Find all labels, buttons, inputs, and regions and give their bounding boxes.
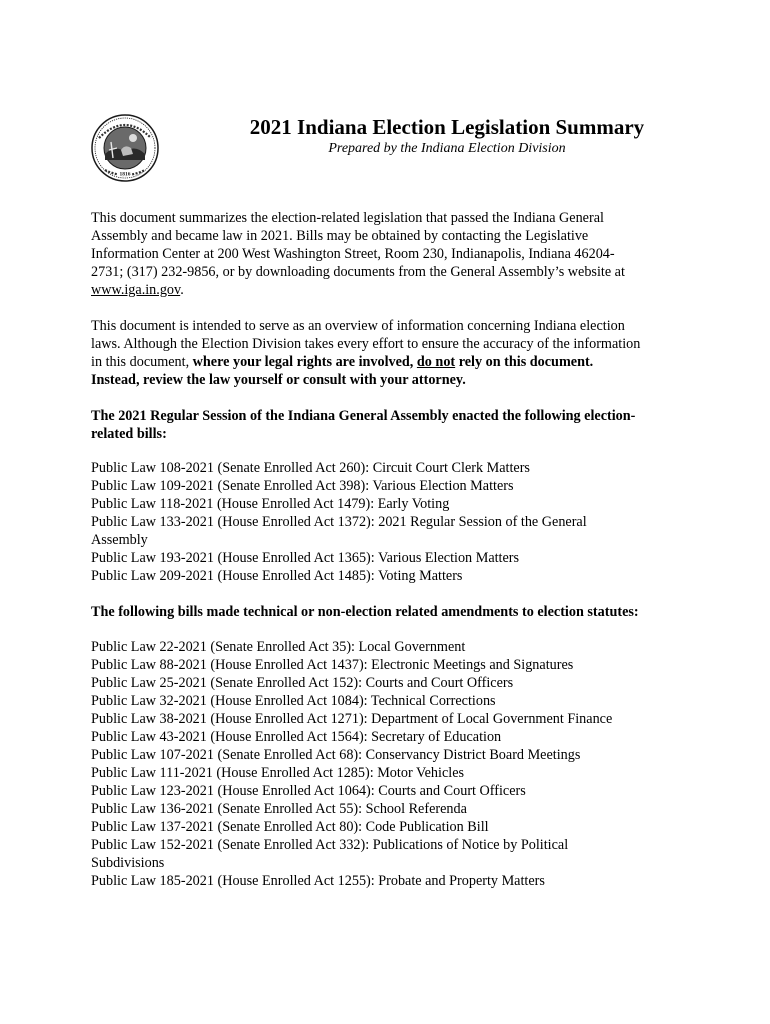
list-item: Public Law 88-2021 (House Enrolled Act 1437): Electronic Meetings and Signatures bbox=[91, 657, 574, 673]
heading-line: The following bills made technical or non-election related amendments to election statutes: bbox=[91, 604, 639, 620]
list-item: Public Law 193-2021 (House Enrolled Act 1365): Various Election Matters bbox=[91, 550, 520, 566]
disclaimer-underlined-text: do not bbox=[416, 354, 456, 370]
list-item: Public Law 109-2021 (Senate Enrolled Act 398): Various Election Matters bbox=[91, 478, 514, 494]
intro-line: 2731; (317) 232-9856, or by downloading documents from the General Assembly’s website at bbox=[91, 264, 625, 280]
website-link[interactable]: www.iga.in.gov bbox=[91, 282, 181, 298]
list-item: Public Law 108-2021 (Senate Enrolled Act 260): Circuit Court Clerk Matters bbox=[91, 460, 530, 476]
list-item: Public Law 185-2021 (House Enrolled Act 1255): Probate and Property Matters bbox=[91, 873, 545, 889]
list-item: Public Law 22-2021 (Senate Enrolled Act 35): Local Government bbox=[91, 639, 466, 655]
technical-bills-heading bbox=[91, 603, 691, 621]
list-item: Subdivisions bbox=[91, 855, 165, 871]
intro-line bbox=[91, 281, 691, 299]
list-item: Public Law 133-2021 (House Enrolled Act 1372): 2021 Regular Session of the General bbox=[91, 514, 587, 530]
technical-bills-list bbox=[91, 638, 691, 890]
svg-text:1816: 1816 bbox=[119, 171, 131, 178]
document-title: 2021 Indiana Election Legislation Summary bbox=[249, 115, 645, 139]
intro-paragraph bbox=[91, 209, 691, 299]
intro-line: Assembly and became law in 2021. Bills may be obtained by contacting the Legislative bbox=[91, 228, 589, 244]
list-item: Public Law 43-2021 (House Enrolled Act 1564): Secretary of Education bbox=[91, 729, 502, 745]
enacted-bills-heading bbox=[91, 407, 691, 443]
list-item: Public Law 152-2021 (Senate Enrolled Act 332): Publications of Notice by Political bbox=[91, 837, 569, 853]
list-item: Public Law 136-2021 (Senate Enrolled Act 55): School Referenda bbox=[91, 801, 467, 817]
disclaimer-text: in this document, bbox=[91, 354, 193, 370]
list-item: Public Law 118-2021 (House Enrolled Act 1479): Early Voting bbox=[91, 496, 450, 512]
heading-line: The 2021 Regular Session of the Indiana General Assembly enacted the following election- bbox=[91, 408, 636, 424]
enacted-bills-list bbox=[91, 459, 691, 585]
list-item: Public Law 111-2021 (House Enrolled Act 1285): Motor Vehicles bbox=[91, 765, 465, 781]
disclaimer-paragraph bbox=[91, 317, 691, 389]
list-item: Public Law 32-2021 (House Enrolled Act 1084): Technical Corrections bbox=[91, 693, 496, 709]
list-item: Public Law 107-2021 (Senate Enrolled Act 68): Conservancy District Board Meetings bbox=[91, 747, 581, 763]
disclaimer-bold-text: rely on this document. bbox=[455, 354, 594, 370]
list-item: Public Law 25-2021 (Senate Enrolled Act 152): Courts and Court Officers bbox=[91, 675, 514, 691]
list-item: Public Law 137-2021 (Senate Enrolled Act 80): Code Publication Bill bbox=[91, 819, 489, 835]
list-item: Public Law 123-2021 (House Enrolled Act 1064): Courts and Court Officers bbox=[91, 783, 526, 799]
disclaimer-bold-text: where your legal rights are involved, bbox=[192, 354, 417, 370]
state-seal-icon bbox=[91, 114, 159, 182]
document-subtitle: Prepared by the Indiana Election Division bbox=[328, 141, 566, 156]
link-suffix: . bbox=[180, 282, 184, 298]
intro-line: This document summarizes the election-related legislation that passed the Indiana General bbox=[91, 210, 604, 226]
disclaimer-line: Instead, review the law yourself or consult with your attorney. bbox=[91, 372, 466, 388]
list-item: Assembly bbox=[91, 532, 148, 548]
list-item: Public Law 38-2021 (House Enrolled Act 1271): Department of Local Government Finance bbox=[91, 711, 613, 727]
intro-line: Information Center at 200 West Washington Street, Room 230, Indianapolis, Indiana 46204- bbox=[91, 246, 615, 262]
list-item: Public Law 209-2021 (House Enrolled Act 1485): Voting Matters bbox=[91, 568, 463, 584]
disclaimer-line: laws. Although the Election Division takes every effort to ensure the accuracy of the information bbox=[91, 336, 641, 352]
disclaimer-line bbox=[91, 353, 691, 371]
heading-line: related bills: bbox=[91, 426, 167, 442]
disclaimer-line: This document is intended to serve as an overview of information concerning Indiana election bbox=[91, 318, 625, 334]
